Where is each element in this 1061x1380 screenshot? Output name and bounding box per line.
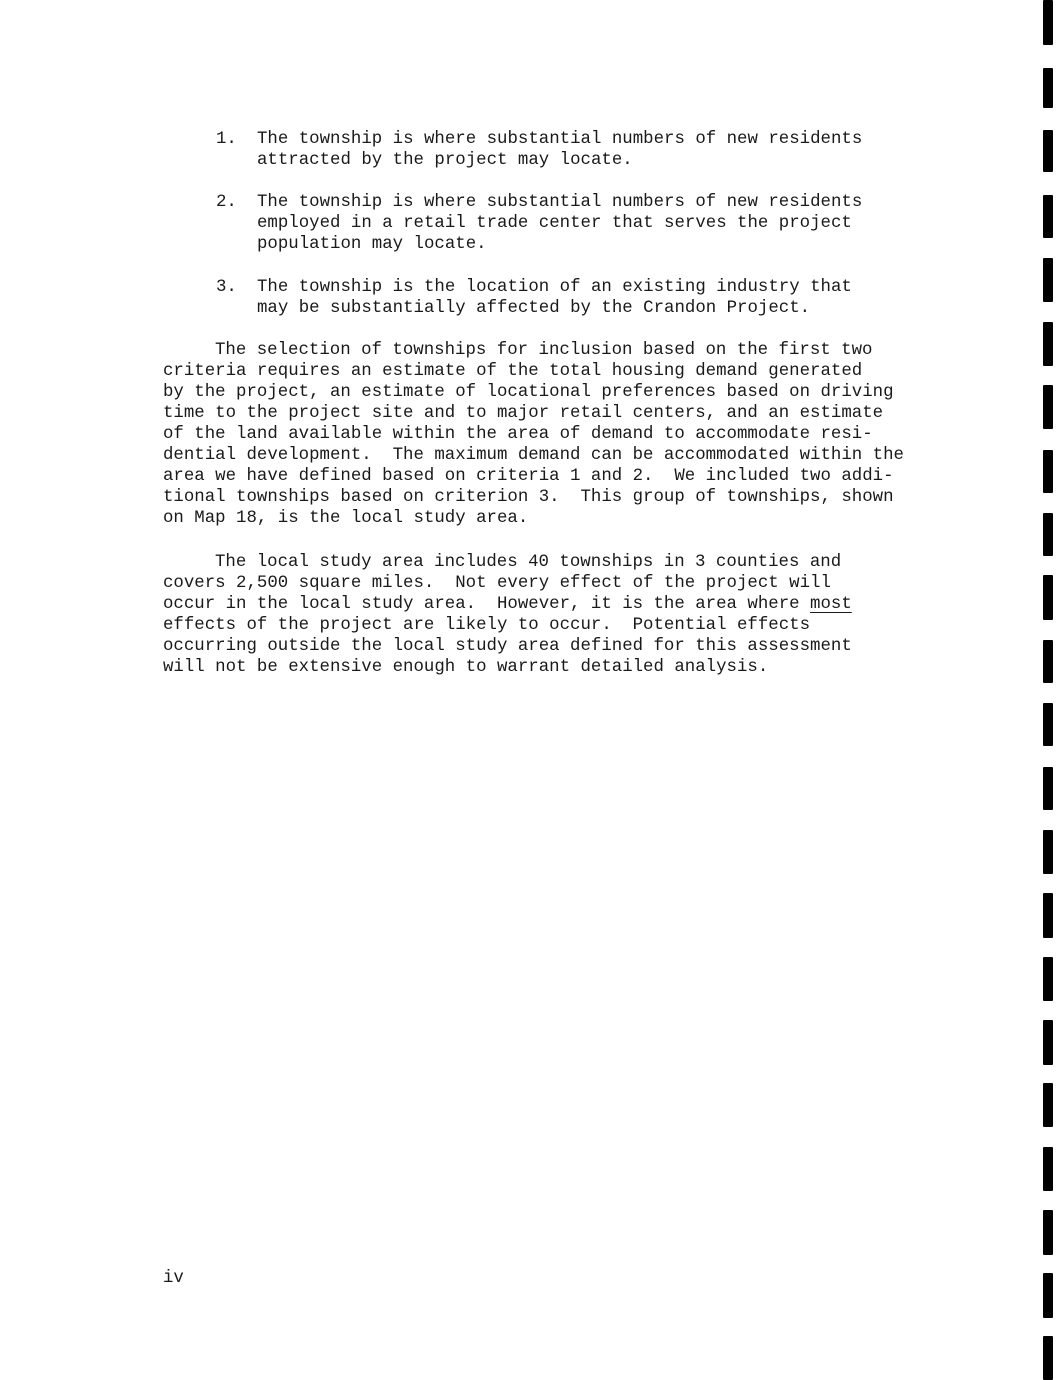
list-item-line: The township is the location of an existing industry that [257, 278, 852, 297]
paragraph-line: will not be extensive enough to warrant detailed analysis. [163, 658, 769, 677]
binding-mark [1043, 957, 1053, 1001]
paragraph-line: dential development. The maximum demand can be accommodated within the [163, 446, 904, 465]
list-item-line: attracted by the project may locate. [257, 151, 633, 170]
binding-mark [1043, 893, 1053, 938]
binding-mark [1043, 68, 1053, 108]
list-item-line: population may locate. [257, 235, 487, 254]
binding-mark [1043, 322, 1053, 366]
list-item-number: 2. [216, 193, 237, 212]
binding-mark [1043, 1147, 1053, 1191]
list-item-number: 1. [216, 130, 237, 149]
binding-mark [1043, 1210, 1053, 1255]
paragraph-line: tional townships based on criterion 3. This group of townships, shown [163, 488, 894, 507]
paragraph-line: occurring outside the local study area defined for this assessment [163, 637, 852, 656]
paragraph-line: The selection of townships for inclusion based on the first two [215, 341, 873, 360]
paragraph-line: time to the project site and to major retail centers, and an estimate [163, 404, 884, 423]
binding-mark [1043, 0, 1053, 45]
binding-mark [1043, 1273, 1053, 1318]
paragraph-text: occur in the local study area. However, it is the area where [163, 595, 811, 614]
binding-mark [1043, 575, 1053, 620]
list-item-line: The township is where substantial numbers of new residents [257, 130, 863, 149]
paragraph-line: The local study area includes 40 townships in 3 counties and [215, 553, 842, 572]
list-item-line: may be substantially affected by the Crandon Project. [257, 299, 811, 318]
binding-mark [1043, 513, 1053, 556]
binding-mark [1043, 1020, 1053, 1065]
list-item-line: employed in a retail trade center that serves the project [257, 214, 852, 233]
paragraph-line: effects of the project are likely to occur. Potential effects [163, 616, 811, 635]
paragraph-line: of the land available within the area of demand to accommodate resi- [163, 425, 873, 444]
paragraph-line: criteria requires an estimate of the total housing demand generated [163, 362, 863, 381]
paragraph-line: by the project, an estimate of locational preferences based on driving [163, 383, 894, 402]
binding-mark [1043, 703, 1053, 746]
binding-mark [1043, 1083, 1053, 1127]
binding-mark [1043, 385, 1053, 429]
paragraph-line: area we have defined based on criteria 1 and 2. We included two addi- [163, 467, 894, 486]
binding-mark [1043, 195, 1053, 238]
binding-mark [1043, 258, 1053, 302]
paragraph-line: covers 2,500 square miles. Not every effect of the project will [163, 574, 831, 593]
binding-mark [1043, 767, 1053, 810]
binding-mark [1043, 450, 1053, 493]
binding-mark [1043, 1336, 1053, 1380]
list-item-number: 3. [216, 278, 237, 297]
page-number: iv [163, 1269, 184, 1288]
binding-mark [1043, 640, 1053, 683]
list-item-line: The township is where substantial numbers of new residents [257, 193, 863, 212]
paragraph-line [163, 594, 852, 615]
emphasis-most: most [810, 595, 852, 614]
binding-mark [1043, 130, 1053, 172]
paragraph-line: on Map 18, is the local study area. [163, 509, 529, 528]
binding-mark [1043, 830, 1053, 874]
